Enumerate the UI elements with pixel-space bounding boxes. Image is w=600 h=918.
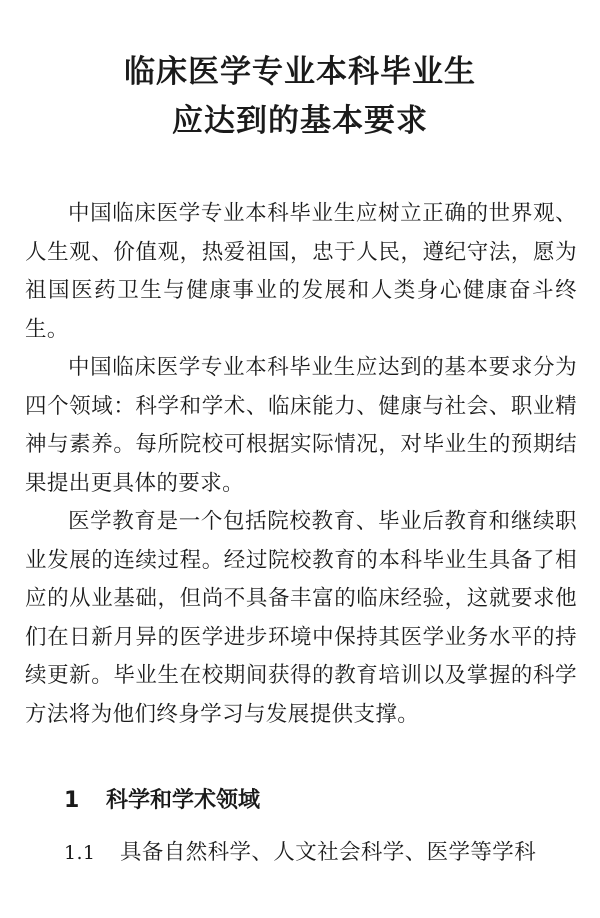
subsection-number: 1.1 [64,842,96,864]
subsection-text: 具备自然科学、人文社会科学、医学等学科 [120,840,537,865]
subsection-1-1 [64,836,536,870]
paragraph-1: 中国临床医学专业本科毕业生应树立正确的世界观、人生观、价值观，热爱祖国，忠于人民，遵纪守法，愿为祖国医药卫生与健康事业的发展和人类身心健康奋斗终生。 [25,201,577,342]
page-title-line-2: 应达到的基本要求 [172,103,428,139]
body-text [25,195,577,734]
section-heading [64,784,260,818]
paragraph-3: 医学教育是一个包括院校教育、毕业后教育和继续职业发展的连续过程。经过院校教育的本科毕业生具备了相应的从业基础，但尚不具备丰富的临床经验，这就要求他们在日新月异的医学进步环境中保持其医学业务水平的持续更新。毕业生在校期间获得的教育培训以及掌握的科学方法将为他们终身学习与发展提供支撑。 [25,509,577,727]
page-title-line-1: 临床医学专业本科毕业生 [124,54,476,90]
section-title: 科学和学术领域 [106,788,261,813]
paragraph-2: 中国临床医学专业本科毕业生应达到的基本要求分为四个领域：科学和学术、临床能力、健康与社会、职业精神与素养。每所院校可根据实际情况，对毕业生的预期结果提出更具体的要求。 [25,355,577,496]
section-number: 1 [64,788,80,813]
